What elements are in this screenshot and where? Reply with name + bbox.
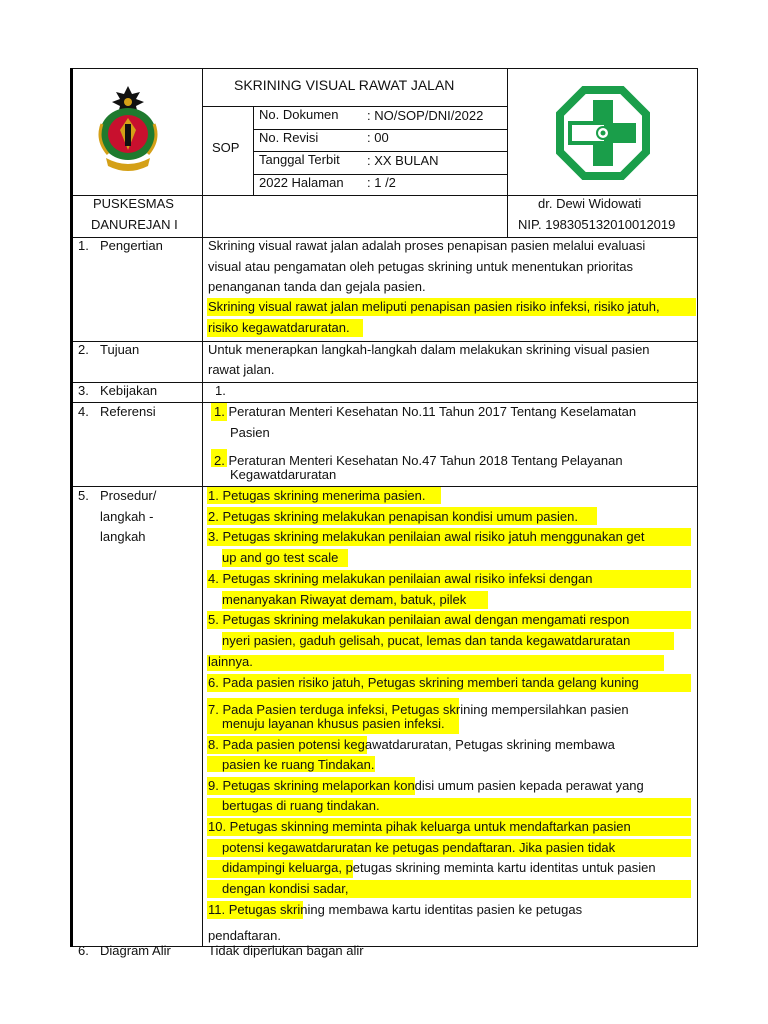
revision-label: No. Revisi [259, 130, 319, 145]
section-number: 6. [78, 943, 89, 958]
prosedur-step: bertugas di ruang tindakan. [222, 798, 380, 813]
org-name-line2: DANUREJAN I [91, 217, 178, 232]
document-title: SKRINING VISUAL RAWAT JALAN [234, 77, 455, 93]
table-border [507, 68, 508, 237]
prosedur-step: lainnya. [208, 654, 253, 669]
prosedur-step: 9. Petugas skrining melaporkan kondisi umum pasien kepada perawat yang [208, 778, 644, 793]
table-border [202, 68, 203, 947]
pengertian-line: visual atau pengamatan oleh petugas skrining untuk menentukan prioritas [208, 259, 633, 274]
pengertian-line: risiko kegawatdaruratan. [208, 320, 350, 335]
tujuan-line: rawat jalan. [208, 362, 275, 377]
issue-date-value: : XX BULAN [367, 153, 439, 168]
prosedur-step: menuju layanan khusus pasien infeksi. [222, 716, 445, 731]
section-number: 3. [78, 383, 89, 398]
prosedur-step: pasien ke ruang Tindakan. [222, 757, 375, 772]
tujuan-line: Untuk menerapkan langkah-langkah dalam melakukan skrining visual pasien [208, 342, 650, 357]
page-value: : 1 /2 [367, 175, 396, 190]
prosedur-step: dengan kondisi sadar, [222, 881, 349, 896]
prosedur-step: 3. Petugas skrining melakukan penilaian awal risiko jatuh menggunakan get [208, 529, 645, 544]
yogyakarta-crest-icon [92, 84, 164, 176]
prosedur-step: pendaftaran. [208, 928, 282, 943]
table-border [202, 106, 507, 107]
puskesmas-cross-icon [556, 86, 650, 180]
section-label-prosedur: langkah [100, 529, 146, 544]
prosedur-step: 11. Petugas skrining membawa kartu identitas pasien ke petugas [208, 902, 583, 917]
revision-value: : 00 [367, 130, 389, 145]
prosedur-step: 1. Petugas skrining menerima pasien. [208, 488, 426, 503]
table-border [70, 402, 698, 403]
doc-number-label: No. Dokumen [259, 107, 339, 122]
issue-date-label: Tanggal Terbit [259, 152, 340, 167]
prosedur-step: potensi kegawatdaruratan ke petugas pendaftaran. Jika pasien tidak [222, 840, 616, 855]
signer-name: dr. Dewi Widowati [538, 196, 642, 211]
prosedur-step: 7. Pada Pasien terduga infeksi, Petugas skrining mempersilahkan pasien [208, 702, 629, 717]
referensi-line: Pasien [230, 425, 270, 440]
prosedur-step: up and go test scale [222, 550, 339, 565]
prosedur-step: didampingi keluarga, petugas skrining meminta kartu identitas untuk pasien [222, 860, 656, 875]
prosedur-step: 4. Petugas skrining melakukan penilaian awal risiko infeksi dengan [208, 571, 593, 586]
page-label: 2022 Halaman [259, 175, 344, 190]
section-number: 2. [78, 342, 89, 357]
prosedur-step: 6. Pada pasien risiko jatuh, Petugas skrining memberi tanda gelang kuning [208, 675, 639, 690]
table-border [70, 382, 698, 383]
referensi-line: Kegawatdaruratan [230, 467, 337, 482]
section-label-prosedur: Prosedur/ [100, 488, 157, 503]
table-border [70, 68, 73, 947]
referensi-line: 2. Peraturan Menteri Kesehatan No.47 Tahun 2018 Tentang Pelayanan [214, 453, 623, 468]
referensi-line: 1. Peraturan Menteri Kesehatan No.11 Tahun 2017 Tentang Keselamatan [214, 404, 637, 419]
section-label-pengertian: Pengertian [100, 238, 163, 253]
section-number: 4. [78, 404, 89, 419]
signer-nip: NIP. 198305132010012019 [518, 217, 676, 232]
doc-number-value: : NO/SOP/DNI/2022 [367, 108, 484, 123]
prosedur-step: 2. Petugas skrining melakukan penapisan kondisi umum pasien. [208, 509, 578, 524]
prosedur-step: 8. Pada pasien potensi kegawatdaruratan, Petugas skrining membawa [208, 737, 615, 752]
table-border [70, 486, 698, 487]
table-border [70, 68, 698, 69]
diagram-text: Tidak diperlukan bagan alir [208, 943, 364, 958]
org-name-line1: PUSKESMAS [93, 196, 174, 211]
section-label-diagram: Diagram Alir [100, 943, 171, 958]
section-label-referensi: Referensi [100, 404, 156, 419]
pengertian-line: Skrining visual rawat jalan adalah proses penapisan pasien melalui evaluasi [208, 238, 646, 253]
section-label-tujuan: Tujuan [100, 342, 140, 357]
section-number: 1. [78, 238, 89, 253]
prosedur-step: 10. Petugas skinning meminta pihak keluarga untuk mendaftarkan pasien [208, 819, 631, 834]
table-border [253, 106, 254, 195]
pengertian-line: Skrining visual rawat jalan meliputi penapisan pasien risiko infeksi, risiko jatuh, [208, 299, 660, 314]
highlight [207, 655, 664, 671]
section-label-prosedur: langkah - [100, 509, 154, 524]
prosedur-step: menanyakan Riwayat demam, batuk, pilek [222, 592, 467, 607]
section-number: 5. [78, 488, 89, 503]
sop-label: SOP [212, 140, 240, 155]
prosedur-step: 5. Petugas skrining melakukan penilaian awal dengan mengamati respon [208, 612, 630, 627]
pengertian-line: penanganan tanda dan gejala pasien. [208, 279, 426, 294]
prosedur-step: nyeri pasien, gaduh gelisah, pucat, lemas dan tanda kegawatdaruratan [222, 633, 631, 648]
kebijakan-text: 1. [215, 383, 226, 398]
section-label-kebijakan: Kebijakan [100, 383, 158, 398]
table-border [697, 68, 698, 947]
